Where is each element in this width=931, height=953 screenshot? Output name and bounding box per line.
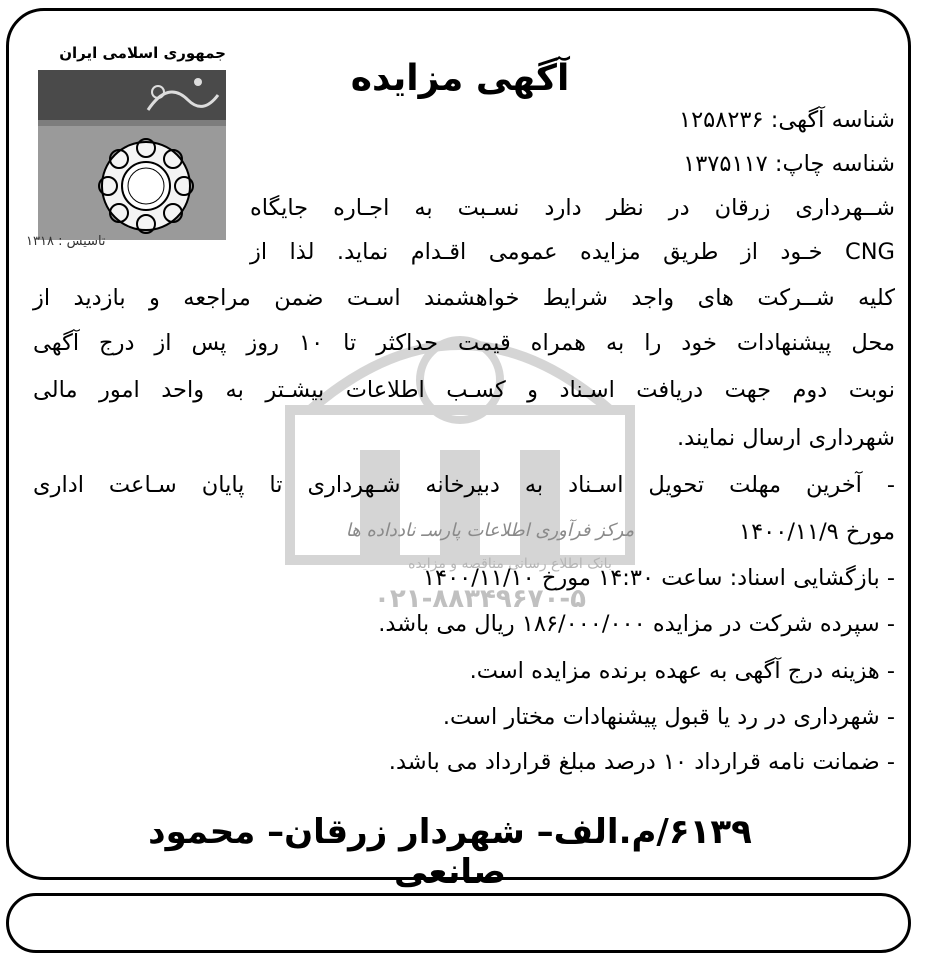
body-line-1: شــهرداری زرقان در نظر دارد نسـبت به اجـاره جایگاه xyxy=(250,195,895,221)
print-id: شناسه چاپ: ۱۳۷۵۱۱۷ xyxy=(683,151,895,177)
emblem-image xyxy=(38,70,226,240)
signature: ۶۱۳۹/م.الف– شهردار زرقان– محمود صانعی xyxy=(148,812,752,892)
body-line-3: کلیه شــرکت های واجد شرایط خواهشمند اسـت ضمن مراجعه و بازدید از xyxy=(33,285,895,311)
ad-cost-line: - هزینه درج آگهی به عهده برنده مزایده است. xyxy=(469,658,895,684)
deadline-line-1: - آخرین مهلت تحویل اسـناد به دبیرخانه شـهرداری تا پایان سـاعت اداری xyxy=(33,472,895,498)
municipality-emblem xyxy=(26,44,226,254)
next-notice-frame xyxy=(6,893,911,953)
body-line-6: شهرداری ارسال نمایند. xyxy=(676,425,895,451)
page-title: آگهی مزایده xyxy=(350,58,570,99)
flower-seal-icon xyxy=(38,70,226,240)
deposit-line: - سپرده شرکت در مزایده ۱۸۶/۰۰۰/۰۰۰ ریال می باشد. xyxy=(378,611,895,637)
opening-line: - بازگشایی اسناد: ساعت ۱۴:۳۰ مورخ ۱۴۰۰/۱۱/۱۰ xyxy=(422,565,895,591)
body-line-4: محل پیشنهادات خود را به همراه قیمت حداکثر تا ۱۰ روز پس از درج آگهی xyxy=(33,330,895,356)
watermark-center-name: مرکز فرآوری اطلاعات پارسـ نادداده ها xyxy=(345,520,635,541)
emblem-founded-label: تاسیس : ۱۳۱۸ xyxy=(26,234,106,249)
ad-id: شناسه آگهی: ۱۲۵۸۲۳۶ xyxy=(679,107,895,133)
deadline-line-2: مورخ ۱۴۰۰/۱۱/۹ xyxy=(739,519,895,545)
guarantee-line: - ضمانت نامه قرارداد ۱۰ درصد مبلغ قرارداد می باشد. xyxy=(388,749,895,775)
discretion-line: - شهرداری در رد یا قبول پیشنهادات مختار است. xyxy=(442,704,895,730)
body-line-2: CNG خـود از طریق مزایده عمومی اقـدام نماید. لذا از xyxy=(250,239,895,265)
body-line-5: نوبت دوم جهت دریافت اسـناد و کسـب اطلاعات بیشـتر به واحد امور مالی xyxy=(33,377,895,403)
watermark-phone: ۰۲۱-۸۸۳۴۹۶۷۰-۵ xyxy=(373,584,586,614)
emblem-country-label: جمهوری اسلامی ایران xyxy=(59,44,226,62)
watermark-bank-line: بانک اطلاع رسانی مناقصه و مزایده xyxy=(408,556,612,572)
